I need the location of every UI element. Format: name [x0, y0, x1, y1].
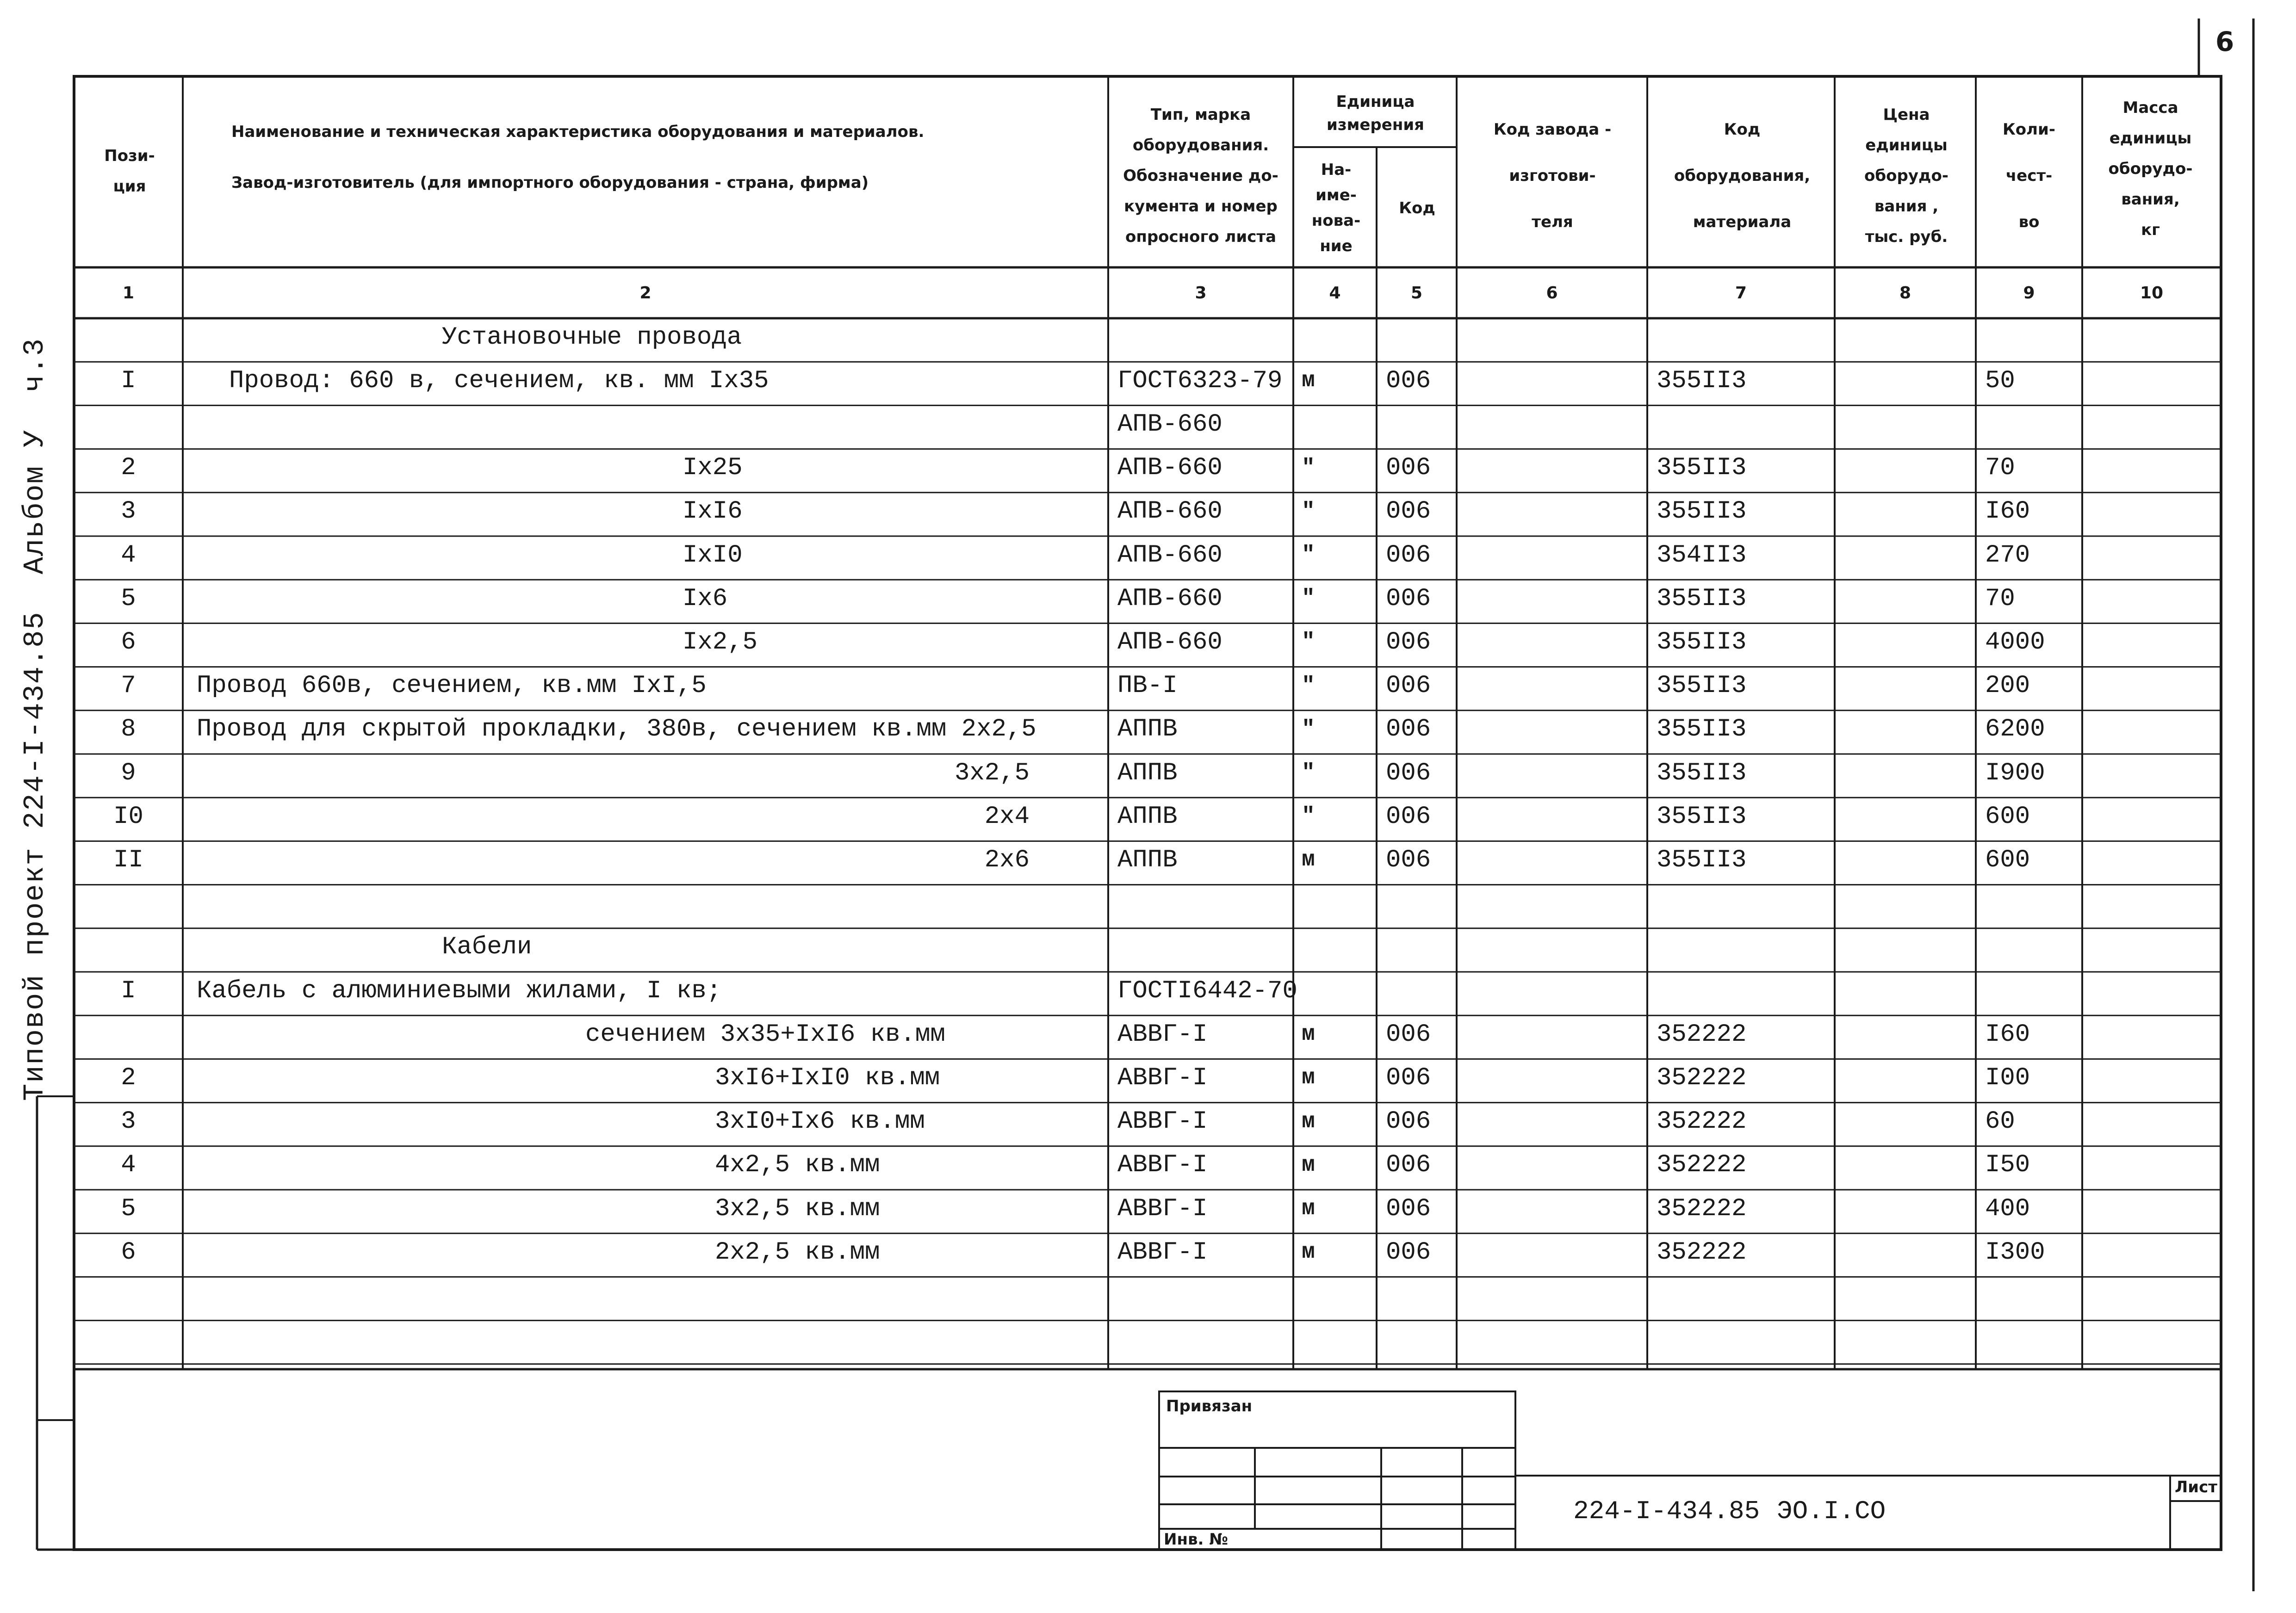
row-position: 5 [121, 584, 136, 613]
row-name: Провод для скрытой прокладки, 380в, сечением кв.мм 2х2,5 [197, 715, 1036, 744]
header-unit-name-line: име- [1316, 186, 1357, 204]
row-unit-code: 006 [1386, 715, 1431, 744]
row-type: АППВ [1117, 802, 1178, 831]
row-unit: " [1302, 499, 1315, 524]
row-unit: м [1302, 1109, 1315, 1134]
row-quantity: I50 [1985, 1151, 2030, 1180]
row-name: Iх25 [683, 454, 743, 482]
header-name [185, 106, 1106, 241]
row-name: IхI6 [683, 497, 743, 526]
row-unit: " [1302, 673, 1315, 698]
row-material-code [1647, 882, 1835, 926]
row-name: Кабель с алюминиевыми жилами, I кв; [197, 976, 722, 1005]
header-position [76, 111, 183, 231]
header-quantity [1978, 99, 2080, 252]
row-quantity: 60 [1985, 1107, 2015, 1136]
row-quantity [1976, 315, 2082, 359]
header-unit-line: Единица [1336, 92, 1415, 111]
row-type: АППВ [1117, 759, 1178, 787]
header-quantity-line: чест- [2005, 167, 2053, 185]
row-unit-code: 006 [1386, 497, 1431, 526]
row-name: Установочные провода [442, 323, 742, 352]
header-factory-line: Код завода - [1493, 120, 1612, 139]
row-material-code: 352222 [1657, 1063, 1747, 1092]
row-unit [1293, 926, 1377, 969]
row-material-code: 352222 [1657, 1020, 1747, 1049]
row-material-code [1647, 402, 1835, 446]
header-price-line: Цена [1883, 105, 1930, 124]
row-unit-code: 006 [1386, 846, 1431, 874]
row-position [74, 1013, 183, 1056]
row-unit-code: 006 [1386, 759, 1431, 787]
row-name: 3х2,5 [954, 759, 1030, 787]
row-name [183, 402, 1108, 446]
row-position: 9 [121, 759, 136, 787]
row-position: 6 [121, 1238, 136, 1267]
row-position: 3 [121, 1107, 136, 1136]
header-price [1837, 93, 1976, 259]
row-type: АВВГ-I [1117, 1107, 1208, 1136]
row-quantity: I900 [1985, 759, 2045, 787]
row-material-code: 355II3 [1657, 497, 1747, 526]
row-unit-code: 006 [1386, 1063, 1431, 1092]
row-name [183, 1274, 1108, 1317]
row-type: АВВГ-I [1117, 1151, 1208, 1180]
column-number: 8 [1899, 283, 1911, 303]
row-material-code: 355II3 [1657, 366, 1747, 395]
side-title-part: ч.3 [18, 338, 51, 392]
row-unit-code: 006 [1386, 1020, 1431, 1049]
row-position: 2 [121, 1063, 136, 1092]
row-name: 3х2,5 кв.мм [715, 1194, 880, 1223]
column-number: 5 [1410, 283, 1423, 303]
header-material-line: Код [1724, 120, 1761, 139]
row-unit: " [1302, 804, 1315, 829]
row-unit: " [1302, 630, 1315, 655]
row-material-code [1647, 926, 1835, 969]
header-unit-name-line: ние [1320, 237, 1353, 255]
sheet-number: 6 [2215, 26, 2234, 57]
row-type: ПВ-I [1117, 672, 1178, 700]
row-name: IхI0 [683, 541, 743, 569]
row-quantity: I60 [1985, 497, 2030, 526]
column-number: 6 [1546, 283, 1558, 303]
row-quantity [1976, 1274, 2082, 1317]
row-unit-code: 006 [1386, 584, 1431, 613]
row-type: АВВГ-I [1117, 1020, 1208, 1049]
row-position [74, 1274, 183, 1317]
header-quantity-line: Коли- [2003, 120, 2055, 139]
row-unit [1293, 1274, 1377, 1317]
row-type: АВВГ-I [1117, 1238, 1208, 1267]
column-number: 2 [639, 283, 652, 303]
row-unit: " [1302, 455, 1315, 481]
row-unit-code: 006 [1386, 366, 1431, 395]
row-name: Кабели [442, 933, 532, 962]
row-unit-code [1377, 1274, 1457, 1317]
row-position: I0 [113, 802, 143, 831]
row-position: 5 [121, 1194, 136, 1223]
row-position: 4 [121, 1151, 136, 1180]
header-price-line: единицы [1865, 136, 1948, 155]
row-material-code: 355II3 [1657, 715, 1747, 744]
row-type [1108, 1318, 1293, 1361]
row-unit-code: 006 [1386, 1107, 1431, 1136]
column-number: 3 [1195, 283, 1207, 303]
row-quantity [1976, 402, 2082, 446]
column-number: 9 [2023, 283, 2035, 303]
row-material-code: 355II3 [1657, 454, 1747, 482]
row-unit: м [1302, 1152, 1315, 1178]
row-name: 2х6 [984, 846, 1030, 874]
header-factory-code [1458, 99, 1647, 252]
row-material-code: 352222 [1657, 1194, 1747, 1223]
row-unit-code [1377, 926, 1457, 969]
row-position: 8 [121, 715, 136, 744]
row-material-code: 355II3 [1657, 759, 1747, 787]
header-mass-line: Масса [2122, 99, 2178, 117]
row-position [74, 315, 183, 359]
header-name-line: Наименование и техническая характеристика оборудования и материалов. [231, 123, 925, 141]
document-mark: ЭО.I.СО [1777, 1496, 1886, 1526]
header-price-line: тыс. руб. [1865, 228, 1948, 246]
row-type: АПВ-660 [1117, 410, 1222, 439]
row-material-code [1647, 969, 1835, 1013]
row-unit: м [1302, 1022, 1315, 1047]
row-position: I [121, 976, 136, 1005]
header-type-line: Тип, марка [1150, 105, 1251, 124]
row-quantity [1976, 882, 2082, 926]
row-name: 3хI0+Iх6 кв.мм [715, 1107, 925, 1136]
header-type-line: оборудования. [1132, 136, 1269, 155]
row-position: 6 [121, 628, 136, 656]
header-price-line: вания , [1874, 197, 1939, 216]
row-unit: м [1302, 1196, 1315, 1222]
row-position: 4 [121, 541, 136, 569]
header-factory-line: теля [1532, 213, 1573, 231]
row-type: АПВ-660 [1117, 454, 1222, 482]
row-unit [1293, 315, 1377, 359]
row-unit-code: 006 [1386, 628, 1431, 656]
header-mass-line: кг [2141, 221, 2160, 239]
header-type-line: Обозначение до- [1123, 167, 1278, 185]
document-code: 224-I-434.85 [1573, 1496, 1760, 1526]
row-unit [1293, 1318, 1377, 1361]
row-material-code [1647, 1318, 1835, 1361]
header-material-code [1650, 99, 1835, 252]
row-material-code: 352222 [1657, 1238, 1747, 1267]
row-unit [1293, 969, 1377, 1013]
row-quantity: 270 [1985, 541, 2030, 569]
header-unit-name-line: На- [1321, 161, 1352, 179]
stamp-bound-label: Привязан [1166, 1397, 1253, 1415]
row-type: АППВ [1117, 846, 1178, 874]
row-quantity: I300 [1985, 1238, 2045, 1267]
row-unit-code [1377, 882, 1457, 926]
row-quantity: 50 [1985, 366, 2015, 395]
header-factory-line: изготови- [1509, 167, 1596, 185]
row-unit-code [1377, 402, 1457, 446]
row-unit-code [1377, 969, 1457, 1013]
row-quantity: 600 [1985, 802, 2030, 831]
row-type: ГОСТI6442-70 [1117, 976, 1297, 1005]
header-material-line: оборудования, [1674, 167, 1811, 185]
header-mass-line: оборудо- [2108, 160, 2193, 178]
row-quantity [1976, 926, 2082, 969]
row-name: Iх6 [683, 584, 728, 613]
row-position [74, 926, 183, 969]
row-quantity: 600 [1985, 846, 2030, 874]
row-unit: м [1302, 847, 1315, 873]
row-unit [1293, 402, 1377, 446]
row-type: АПВ-660 [1117, 541, 1222, 569]
row-material-code: 355II3 [1657, 672, 1747, 700]
header-quantity-line: во [2018, 213, 2040, 231]
row-type [1108, 882, 1293, 926]
row-position: 2 [121, 454, 136, 482]
row-type [1108, 315, 1293, 359]
header-unit-line: измерения [1327, 115, 1424, 134]
row-name: сечением 3х35+IхI6 кв.мм [585, 1020, 945, 1049]
row-name [183, 882, 1108, 926]
row-name: Iх2,5 [683, 628, 758, 656]
row-position [74, 402, 183, 446]
row-type: ГОСТ6323-79 [1117, 366, 1283, 395]
row-quantity: 70 [1985, 584, 2015, 613]
row-quantity: 200 [1985, 672, 2030, 700]
row-position: 7 [121, 672, 136, 700]
column-number: 1 [122, 283, 135, 303]
row-unit: " [1302, 760, 1315, 786]
row-quantity: 400 [1985, 1194, 2030, 1223]
row-unit-code: 006 [1386, 541, 1431, 569]
row-type: АВВГ-I [1117, 1194, 1208, 1223]
row-type: АПВ-660 [1117, 497, 1222, 526]
row-position: 3 [121, 497, 136, 526]
row-unit: " [1302, 543, 1315, 568]
header-name-line: Завод-изготовитель (для импортного оборудования - страна, фирма) [231, 173, 869, 192]
side-title-album: Альбом У [18, 429, 51, 575]
row-type: АПВ-660 [1117, 628, 1222, 656]
row-type [1108, 926, 1293, 969]
column-number: 7 [1735, 283, 1747, 303]
header-unit-group [1296, 80, 1455, 147]
row-material-code: 352222 [1657, 1107, 1747, 1136]
header-unit-code: Код [1399, 199, 1435, 217]
side-title-project: Типовой проект 224-I-434.85 [18, 611, 51, 1101]
row-quantity: I60 [1985, 1020, 2030, 1049]
row-quantity [1976, 969, 2082, 1013]
row-unit-code: 006 [1386, 454, 1431, 482]
row-material-code: 355II3 [1657, 846, 1747, 874]
row-quantity: 4000 [1985, 628, 2045, 656]
header-type-line: кумента и номер [1124, 197, 1278, 216]
header-unit-name-line: нова- [1311, 211, 1361, 230]
stamp-inventory-label: Инв. № [1164, 1530, 1229, 1549]
column-number: 4 [1329, 283, 1341, 303]
row-unit: м [1302, 1240, 1315, 1265]
header-unit-name [1296, 150, 1377, 266]
row-material-code: 352222 [1657, 1151, 1747, 1180]
row-material-code: 355II3 [1657, 802, 1747, 831]
row-quantity: 6200 [1985, 715, 2045, 744]
row-material-code [1647, 315, 1835, 359]
row-position: I [121, 366, 136, 395]
row-name: Провод 660в, сечением, кв.мм IхI,5 [197, 672, 707, 700]
row-unit-code [1377, 315, 1457, 359]
row-type: АППВ [1117, 715, 1178, 744]
row-quantity: 70 [1985, 454, 2015, 482]
row-name [183, 1318, 1108, 1361]
row-position [74, 1318, 183, 1361]
header-type-line: опросного листа [1125, 228, 1277, 246]
row-name: 2х4 [984, 802, 1030, 831]
row-unit-code: 006 [1386, 1238, 1431, 1267]
row-position: II [113, 846, 143, 874]
row-name: 3хI6+IхI0 кв.мм [715, 1063, 940, 1092]
row-name: Провод: 660 в, сечением, кв. мм Iх35 [229, 366, 769, 395]
column-number: 10 [2140, 283, 2164, 303]
row-material-code: 355II3 [1657, 584, 1747, 613]
row-name: 2х2,5 кв.мм [715, 1238, 880, 1267]
row-unit-code: 006 [1386, 672, 1431, 700]
header-material-line: материала [1693, 213, 1792, 231]
row-material-code [1647, 1274, 1835, 1317]
row-quantity [1976, 1318, 2082, 1361]
row-name: 4х2,5 кв.мм [715, 1151, 880, 1180]
row-unit-code: 006 [1386, 802, 1431, 831]
row-position [74, 882, 183, 926]
row-type: АВВГ-I [1117, 1063, 1208, 1092]
row-unit-code: 006 [1386, 1151, 1431, 1180]
header-position-line: ция [113, 177, 146, 196]
header-price-line: оборудо- [1864, 167, 1948, 185]
header-mass [2082, 88, 2219, 250]
stamp-sheet-label: Лист [2175, 1478, 2217, 1496]
row-unit: " [1302, 586, 1315, 612]
header-position-line: Пози- [104, 147, 155, 165]
row-quantity: I00 [1985, 1063, 2030, 1092]
header-type [1108, 88, 1293, 264]
row-type [1108, 1274, 1293, 1317]
row-unit [1293, 882, 1377, 926]
header-mass-line: вания, [2121, 190, 2180, 209]
row-unit: м [1302, 368, 1315, 394]
header-mass-line: единицы [2109, 129, 2192, 148]
row-material-code: 355II3 [1657, 628, 1747, 656]
row-unit-code [1377, 1318, 1457, 1361]
row-unit-code: 006 [1386, 1194, 1431, 1223]
row-unit: м [1302, 1065, 1315, 1091]
row-material-code: 354II3 [1657, 541, 1747, 569]
row-unit: " [1302, 717, 1315, 742]
row-type: АПВ-660 [1117, 584, 1222, 613]
